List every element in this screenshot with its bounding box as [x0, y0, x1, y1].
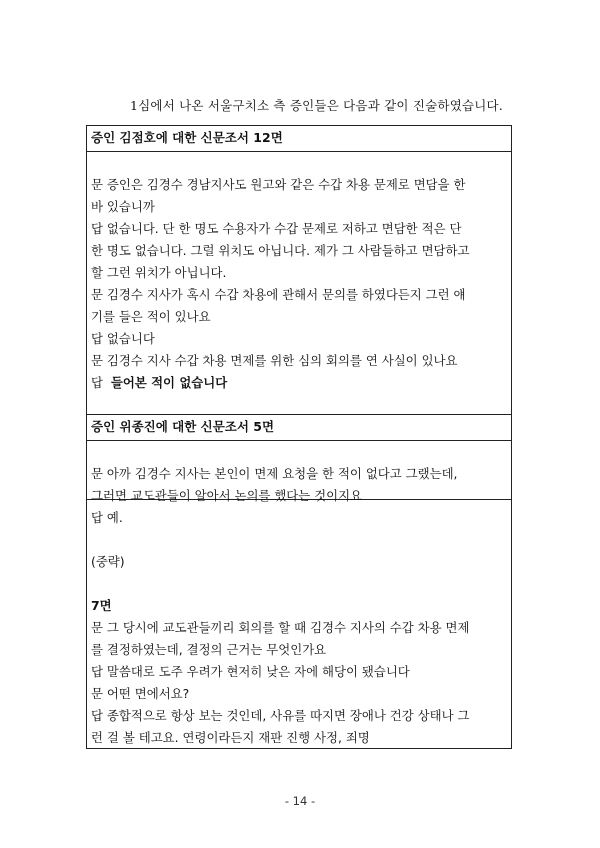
text-line: 문 김경수 지사가 혹시 수갑 차용에 관해서 문의를 하였다든지 그런 얘 — [91, 287, 466, 302]
bold-answer: 들어본 적이 없습니다 — [110, 375, 228, 390]
text-line-last — [91, 372, 507, 394]
testimony-box-wi — [86, 414, 512, 749]
box-title: 증인 김점호에 대한 신문조서 12면 — [87, 126, 511, 152]
text-line — [91, 529, 507, 551]
intro-paragraph: 1심에서 나온 서울구치소 측 증인들은 다음과 같이 진술하였습니다. — [130, 98, 503, 113]
text-line: 할 그런 위치가 아닙니다. — [91, 265, 227, 280]
text-line: 문 증인은 김경수 경남지사도 원고와 같은 수갑 차용 문제로 면담을 한 — [91, 177, 466, 192]
text-line: 답 없습니다. 단 한 명도 수용자가 수갑 문제로 저하고 면담한 적은 단 — [91, 221, 462, 236]
text-line: 문 그 당시에 교도관들끼리 회의를 할 때 김경수 지사의 수갑 차용 면제 — [91, 620, 470, 635]
text-line: 를 결정하였는데, 결정의 근거는 무엇인가요 — [91, 642, 327, 657]
text-line: 바 있습니까 — [91, 199, 155, 214]
box-body — [87, 152, 511, 394]
text-line: 그러면 교도관들이 알아서 논의를 했다는 것이지요 — [91, 488, 363, 503]
text-line: 한 명도 없습니다. 그럴 위치도 아닙니다. 제가 그 사람들하고 면담하고 — [91, 243, 470, 258]
text-line: 문 김경수 지사 수갑 차용 면제를 위한 심의 회의를 연 사실이 있나요 — [91, 353, 458, 368]
text-line: (중략) — [91, 554, 125, 569]
text-line — [91, 441, 507, 463]
text-line: 답 예. — [91, 510, 123, 525]
text-line: 기를 들은 적이 있나요 — [91, 309, 211, 324]
box-title: 증인 위종진에 대한 신문조서 5면 — [87, 415, 511, 441]
page-ref-heading: 7면 — [91, 598, 112, 613]
text-line: 런 걸 볼 테고요. 연령이라든지 재판 진행 사정, 죄명 — [91, 730, 370, 745]
text-line: 답 없습니다 — [91, 331, 155, 346]
answer-prefix: 답 — [91, 375, 111, 390]
box-body — [87, 441, 511, 749]
text-line: 문 어떤 면에서요? — [91, 686, 190, 701]
text-line: 문 아까 김경수 지사는 본인이 면제 요청을 한 적이 없다고 그랬는데, — [91, 466, 458, 481]
text-line — [91, 573, 507, 595]
text-line: 답 종합적으로 항상 보는 것인데, 사유를 따지면 장애나 건강 상태나 그 — [91, 708, 470, 723]
page-number: - 14 - — [284, 794, 316, 808]
text-line: 답 말씀대로 도주 우려가 현저히 낮은 자에 해당이 됐습니다 — [91, 664, 410, 679]
text-line — [91, 152, 507, 174]
